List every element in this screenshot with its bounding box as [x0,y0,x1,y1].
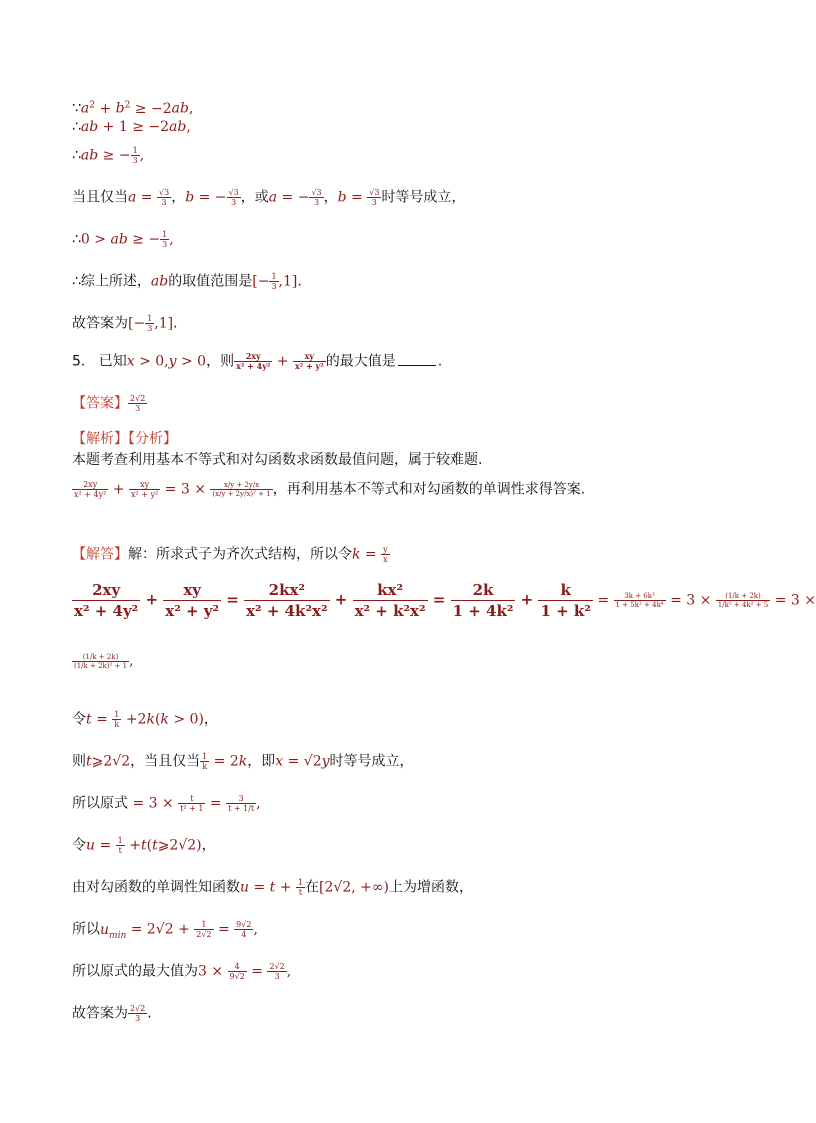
line-22: 所以原式的最大值为3 × $\frac{4}{9√2}$ = $\frac{2√2}{3}$ , [72,962,292,981]
line-2: ∴ab + 1 ≥ −2ab, [72,119,191,135]
line-21: 所以$u_{min} = 2√2$ + $\frac{1}{2√2}$ = $\frac{9√2}{4}$ , [72,920,258,941]
line-5: ∴0 > ab ≥ − $\frac{1}{3}$ , [72,230,174,249]
line-23: 故答案为 $\frac{2√2}{3}$ . [72,1004,152,1023]
analysis-heading: 【解析】【分析】 [72,431,177,447]
line-19: 令u = $\frac{1}{t}$ +t(t⩾2√2)， [72,836,216,855]
question-5: 5. 已知x > 0,y > 0，则 $\frac{2xy}{\text{x² + 4y²}}$ + $\frac{xy}{\text{x² + y²}}$ 的最大值是 . [72,351,443,371]
line-18: 所以原式 = 3 × $\frac{t}{\text{t² + 1}}$ = $\frac{3}{t + 1/t}$ , [72,794,261,813]
line-1: $\because a^2 + b^2 \ge -2ab$, [72,100,194,117]
answer-blank [398,365,436,366]
solution-intro: 【解答】解：所求式子为齐次式结构，所以令k = $\frac{y}{x}$ [72,545,388,564]
solution-big-formula: $\frac{2xy}{\text{x² + 4y²}}$ + $\frac{xy}{\text{x² + y²}}$ = $\frac{\text{2kx²}}{\text{x² + 4k²x²}}$ + $\frac{\text{kx²}}{\text{x² + k²x²}}$ = $\frac{2k}{\text{1 + 4k²}}$ + $\frac{k}{\text{1 + k²}}$ = $\frac{\text{3k + 6k³}}{\text{1 + 5k² + 4k⁴}}$ = 3 × $\frac{(1/k + 2k)}{\text{1/k² + 4k² + 5}}$ = 3 × [74,581,816,620]
line-6: ∴综上所述，ab的取值范围是[− $\frac{1}{3}$ ,1]. [72,272,302,291]
answer-line: 【答案】 $\frac{2√2}{3}$ [72,394,146,413]
line-20: 由对勾函数的单调性知函数u = t + $\frac{1}{t}$ 在[2√2, +∞)上为增函数， [72,878,473,897]
line-16: 令t = $\frac{1}{k}$ +2k(k > 0)， [72,710,218,729]
line-3: ∴ab ≥ − $\frac{1}{3}$ , [72,146,145,165]
solution-continuation: $\frac{(1/k + 2k)}{\text{(1/k + 2k)² + 1}}$ , [74,652,134,670]
line-17: 则t⩾2√2，当且仅当 $\frac{1}{k}$ = 2k，即x = √2y时等号成立， [72,752,414,771]
analysis-formula: $\frac{2xy}{\text{x² + 4y²}}$ + $\frac{xy}{\text{x² + y²}}$ = 3 × $\frac{x/y + 2y/x}{\text{(x/y + 2y/x)² + 1}}$ ，再利用基本不等式和对勾函数的单调性求得答案. [74,480,586,499]
analysis-text: 本题考查利用基本不等式和对勾函数求函数最值问题，属于较难题. [72,452,483,468]
line-7: 故答案为[− $\frac{1}{3}$ ,1]. [72,314,178,333]
line-4: 当且仅当a = $\frac{√3}{3}$ ，b = − $\frac{√3}{3}$ ，或a = − $\frac{√3}{3}$ ，b = $\frac{√3}{3}$ 时等号成立， [72,188,466,207]
